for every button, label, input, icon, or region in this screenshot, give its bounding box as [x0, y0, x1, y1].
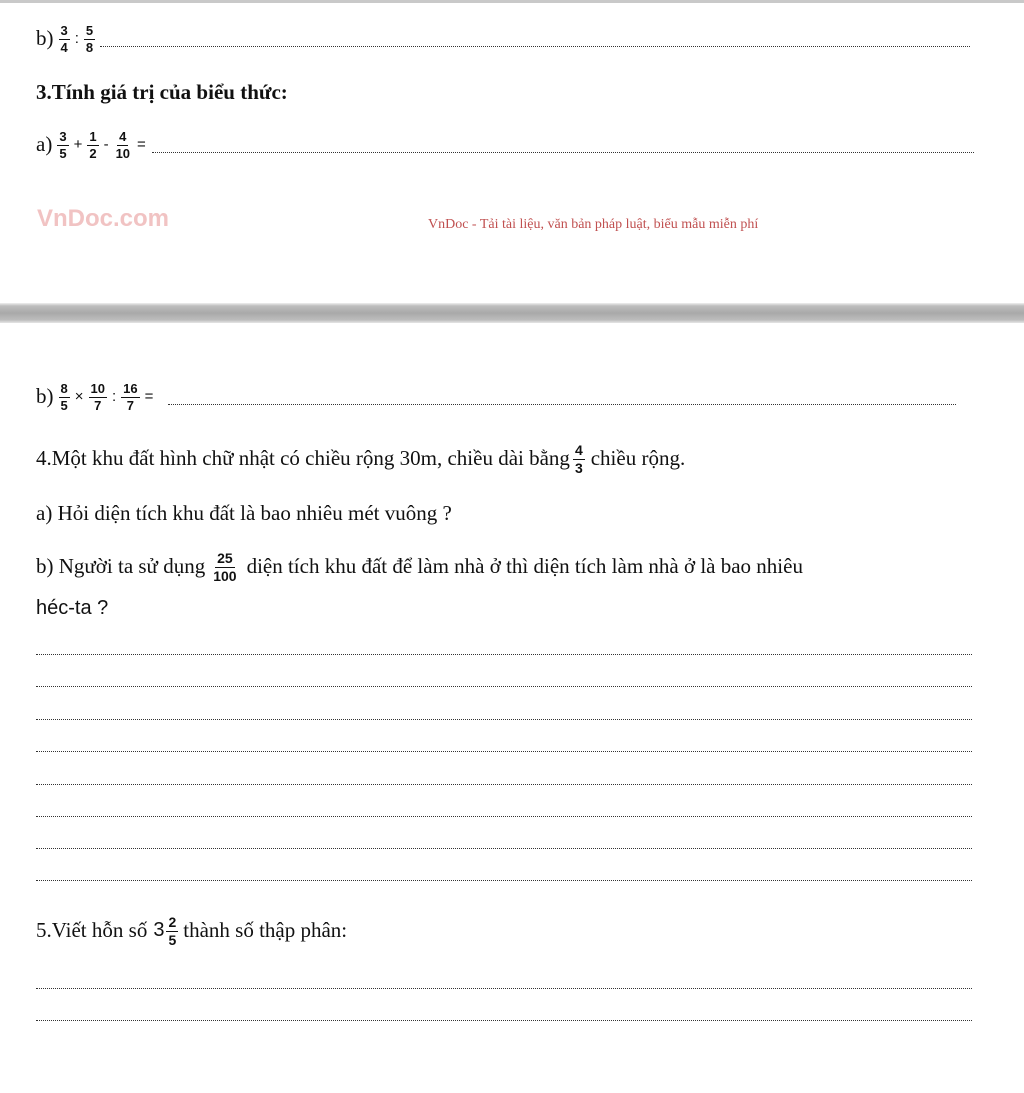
q3-title: 3.Tính giá trị của biểu thức:	[36, 79, 288, 104]
q5-text: 5.Viết hỗn số	[36, 917, 148, 942]
mixed-number	[153, 914, 179, 947]
operator: -	[103, 135, 109, 153]
fraction: $\frac{4}{3}$	[574, 441, 583, 476]
fraction: $\frac{3}{5}$	[59, 128, 67, 161]
answer-dotted-line	[36, 686, 972, 687]
operator: :	[74, 29, 79, 47]
q4a-question: a) Hỏi diện tích khu đất là bao nhiêu mét vuông ?	[36, 500, 452, 525]
fraction: $\frac{8}{5}$	[60, 380, 68, 413]
fraction: $\frac{16}{7}$	[123, 380, 138, 413]
vndoc-logo: VnDoc.com	[37, 205, 170, 232]
q4-intro-text: 4.Một khu đất hình chữ nhật có chiều rộng 30m, chiều dài bằng	[36, 445, 570, 470]
q5-text-tail: thành số thập phân:	[183, 917, 348, 942]
mixed-whole: 3	[153, 918, 165, 941]
q2b-expression	[36, 16, 970, 60]
answer-dotted-line	[36, 816, 972, 817]
q4-intro	[36, 436, 685, 480]
top-edge	[0, 0, 1024, 3]
answer-dotted-line	[152, 152, 974, 153]
answer-dotted-line	[36, 654, 972, 655]
q3a-expression	[36, 122, 974, 166]
equals-sign: =	[137, 135, 146, 153]
fraction: $\frac{4}{10}$	[115, 128, 131, 161]
answer-dotted-line	[36, 784, 972, 785]
answer-dotted-line	[100, 46, 970, 47]
q5-question	[36, 908, 347, 952]
fraction: $\frac{5}{8}$	[85, 22, 94, 55]
operator: ×	[74, 387, 84, 405]
q4b-text: b) Người ta sử dụng	[36, 553, 206, 578]
q4b-question	[36, 544, 803, 588]
q4b-text-tail: diện tích khu đất để làm nhà ở thì diện tích làm nhà ở là bao nhiêu	[246, 553, 803, 578]
answer-dotted-line	[36, 988, 972, 989]
q2b-label: b)	[36, 25, 54, 50]
q3a-label: a)	[36, 131, 53, 156]
fraction: $\frac{10}{7}$	[90, 380, 105, 413]
answer-dotted-line	[168, 404, 956, 405]
fraction: $\frac{25}{100}$	[213, 549, 237, 584]
answer-dotted-line	[36, 848, 972, 849]
footer-tagline: VnDoc - Tải tài liệu, văn bản pháp luật, biểu mẫu miễn phí	[428, 217, 759, 232]
answer-dotted-line	[36, 880, 972, 881]
answer-dotted-line	[36, 1020, 972, 1021]
q3b-label: b)	[36, 383, 54, 408]
answer-dotted-line	[36, 719, 972, 720]
page-separator	[0, 303, 1024, 323]
answer-dotted-line	[36, 751, 972, 752]
operator: +	[73, 135, 83, 153]
fraction: $\frac{2}{5}$	[168, 913, 177, 948]
q4-intro-tail: chiều rộng.	[590, 445, 686, 470]
fraction: $\frac{1}{2}$	[89, 128, 97, 161]
q4b-line2: héc-ta ?	[36, 596, 109, 619]
q3b-expression	[36, 374, 956, 418]
fraction: $\frac{3}{4}$	[60, 22, 68, 55]
equals-sign: =	[144, 387, 154, 405]
operator: :	[111, 387, 117, 405]
